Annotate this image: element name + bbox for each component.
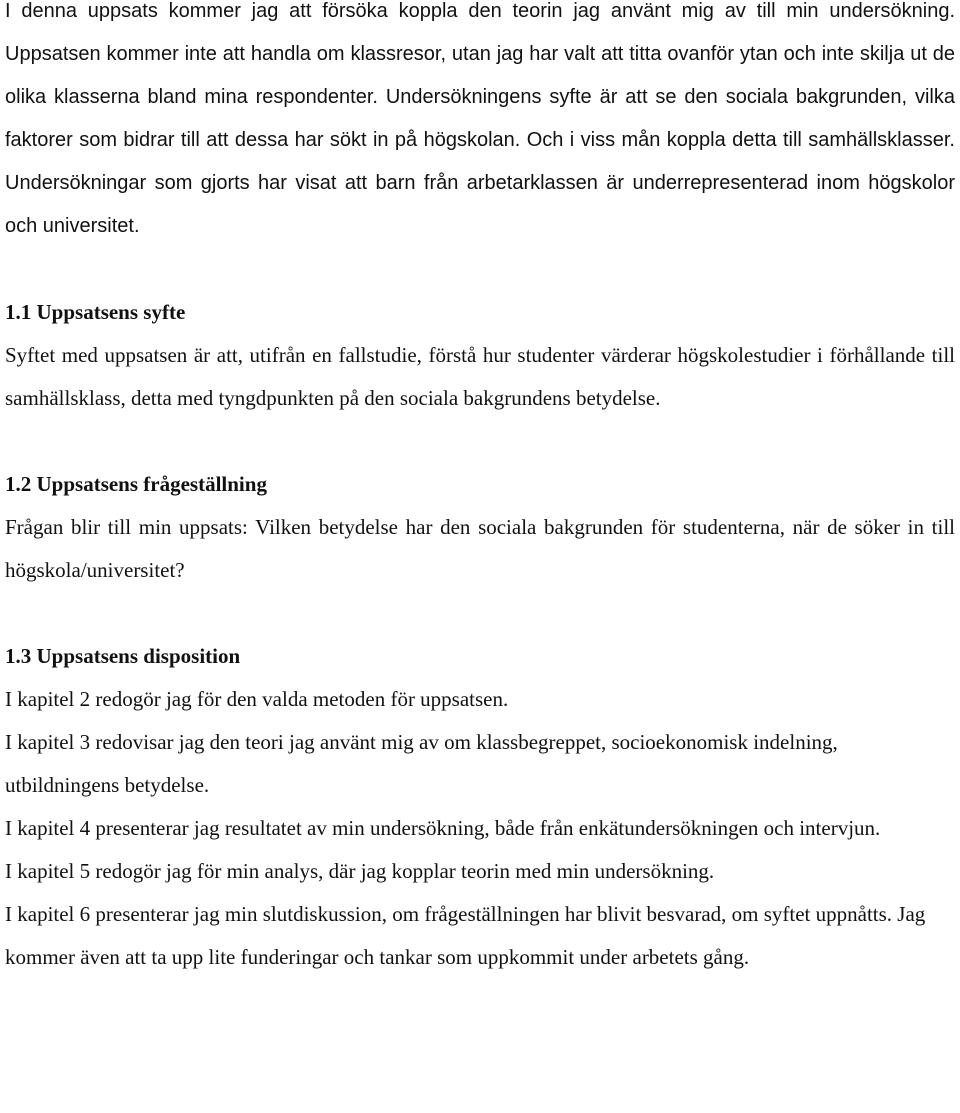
section-paragraph: Frågan blir till min uppsats: Vilken betydelse har den sociala bakgrunden för studenterna, när de söker in till högskola/universitet? <box>5 515 955 582</box>
section-purpose <box>5 291 955 420</box>
disposition-item: I kapitel 3 redovisar jag den teori jag använt mig av om klassbegreppet, socioekonomisk indelning, utbildningens betydelse. <box>5 730 838 797</box>
section-disposition <box>5 635 955 979</box>
section-research-question <box>5 463 955 592</box>
disposition-item: I kapitel 2 redogör jag för den valda metoden för uppsatsen. <box>5 687 509 711</box>
section-heading: 1.2 Uppsatsens frågeställning <box>5 472 267 496</box>
section-heading: 1.3 Uppsatsens disposition <box>5 644 241 668</box>
document-page <box>5 0 955 979</box>
section-paragraph: Syftet med uppsatsen är att, utifrån en fallstudie, förstå hur studenter värderar högskolestudier i förhållande till samhällsklass, detta med tyngdpunkten på den sociala bakgrundens betydelse. <box>5 343 955 410</box>
disposition-item: I kapitel 6 presenterar jag min slutdiskussion, om frågeställningen har blivit besvarad, om syftet uppnåtts. Jag kommer även att ta upp lite funderingar och tankar som uppkommit under arbetets gång. <box>5 902 926 969</box>
disposition-item: I kapitel 5 redogör jag för min analys, där jag kopplar teorin med min undersökning. <box>5 859 715 883</box>
intro-paragraph: I denna uppsats kommer jag att försöka koppla den teorin jag använt mig av till min undersökning. Uppsatsen kommer inte att handla om klassresor, utan jag har valt att titta ovanför ytan och inte skilja ut de olika klasserna bland mina respondenter. Undersökningens syfte är att se den sociala bakgrunden, vilka faktorer som bidrar till att dessa har sökt in på högskolan. Och i viss mån koppla detta till samhällsklasser. Undersökningar som gjorts har visat att barn från arbetarklassen är underrepresenterad inom högskolor och universitet. <box>5 0 955 237</box>
disposition-item: I kapitel 4 presenterar jag resultatet av min undersökning, både från enkätundersökningen och intervjun. <box>5 816 881 840</box>
section-heading: 1.1 Uppsatsens syfte <box>5 300 186 324</box>
